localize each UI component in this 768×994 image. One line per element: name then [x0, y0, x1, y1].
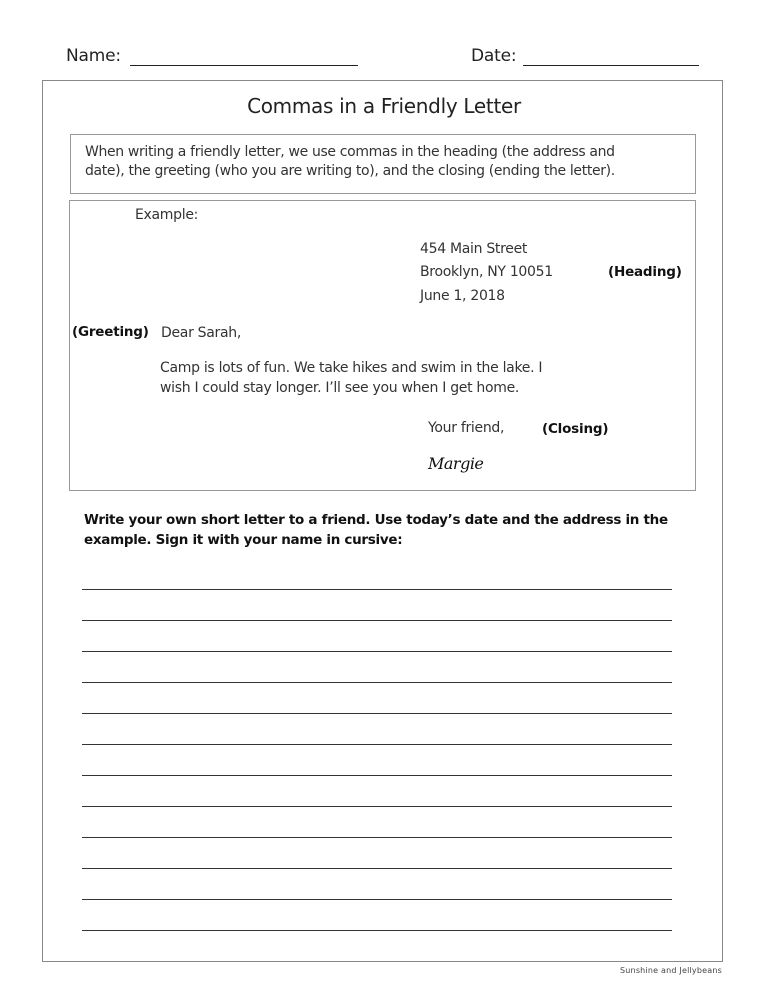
writing-line[interactable] — [82, 589, 672, 590]
example-letter-box — [69, 200, 696, 491]
writing-line[interactable] — [82, 806, 672, 807]
name-label: Name: — [66, 46, 121, 66]
writing-line[interactable] — [82, 651, 672, 652]
date-label: Date: — [471, 46, 517, 66]
instructions-line-1: Write your own short letter to a friend. Use today’s date and the address in the — [84, 512, 668, 528]
writing-line[interactable] — [82, 713, 672, 714]
example-label: Example: — [135, 207, 199, 223]
closing-tag: (Closing) — [542, 421, 609, 437]
closing-text: Your friend, — [428, 420, 505, 436]
writing-line[interactable] — [82, 775, 672, 776]
writing-line[interactable] — [82, 899, 672, 900]
greeting-text: Dear Sarah, — [161, 325, 242, 341]
instructions — [84, 510, 684, 550]
heading-date-line: June 1, 2018 — [420, 288, 505, 304]
letter-body-line-2: wish I could stay longer. I’ll see you when I get home. — [160, 380, 520, 396]
date-field[interactable] — [523, 65, 699, 66]
signature: Margie — [428, 454, 484, 473]
intro-line-1: When writing a friendly letter, we use commas in the heading (the address and — [85, 144, 615, 160]
heading-address-line: 454 Main Street — [420, 241, 528, 257]
writing-line[interactable] — [82, 837, 672, 838]
writing-line[interactable] — [82, 744, 672, 745]
heading-tag: (Heading) — [608, 264, 682, 280]
writing-line[interactable] — [82, 620, 672, 621]
writing-line[interactable] — [82, 682, 672, 683]
intro-line-2: date), the greeting (who you are writing to), and the closing (ending the letter). — [85, 163, 615, 179]
writing-line[interactable] — [82, 930, 672, 931]
writing-line[interactable] — [82, 868, 672, 869]
name-field[interactable] — [130, 65, 358, 66]
heading-city-line: Brooklyn, NY 10051 — [420, 264, 553, 280]
credit-text: Sunshine and Jellybeans — [620, 966, 723, 975]
greeting-tag: (Greeting) — [72, 324, 149, 340]
intro-box — [70, 134, 696, 194]
instructions-line-2: example. Sign it with your name in cursive: — [84, 532, 403, 548]
letter-body-line-1: Camp is lots of fun. We take hikes and swim in the lake. I — [160, 360, 543, 376]
page-title: Commas in a Friendly Letter — [247, 94, 521, 118]
